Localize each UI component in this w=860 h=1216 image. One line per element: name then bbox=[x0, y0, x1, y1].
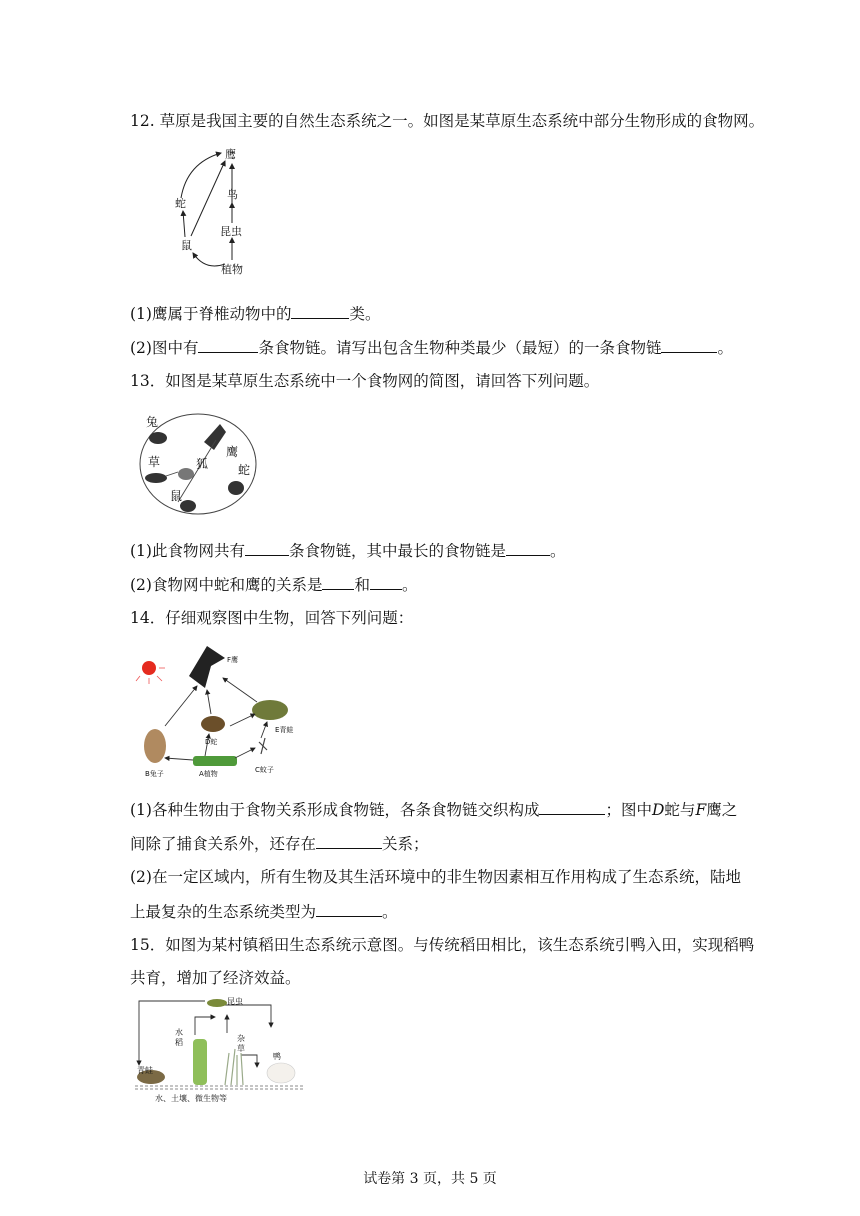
q12-label-insect: 昆虫 bbox=[220, 225, 242, 238]
q12-food-web-figure bbox=[165, 143, 265, 283]
q14-food-web-figure bbox=[135, 638, 310, 783]
q14-label-eagle: F鹰 bbox=[227, 656, 239, 664]
q13-label-mouse: 鼠 bbox=[170, 489, 183, 503]
q13-label-rabbit: 兔 bbox=[146, 415, 159, 429]
snake-icon bbox=[201, 716, 225, 732]
rabbit-icon bbox=[144, 729, 166, 763]
q15-label-insect: 昆虫 bbox=[227, 997, 243, 1006]
q12-label-snake: 蛇 bbox=[175, 197, 186, 210]
q14-blank-3[interactable] bbox=[316, 900, 382, 917]
weed-icon bbox=[225, 1049, 243, 1085]
q13-label-fox: 狐 bbox=[196, 457, 209, 471]
q13-sub1: (1)此食物网共有 条食物链，其中最长的食物链是 。 bbox=[130, 539, 566, 562]
q14-sub1-line1: (1)各种生物由于食物关系形成食物链，各条食物链交织构成 ；图中D蛇与F鹰之 bbox=[130, 798, 737, 821]
q15-rice-duck-figure bbox=[133, 995, 308, 1107]
q12-stem: 12. 草原是我国主要的自然生态系统之一。如图是某草原生态系统中部分生物形成的食物网。 bbox=[130, 112, 765, 130]
q12-sub2: (2)图中有 条食物链。请写出包含生物种类最少（最短）的一条食物链 。 bbox=[130, 336, 733, 359]
q14-label-plant: A植物 bbox=[199, 770, 218, 778]
q15-label-weed-2: 草 bbox=[237, 1044, 245, 1053]
q15-label-duck: 鸭 bbox=[273, 1052, 281, 1061]
page-footer: 试卷第 3 页，共 5 页 bbox=[363, 1171, 497, 1187]
rice-icon bbox=[193, 1039, 207, 1085]
q13-blank-2[interactable] bbox=[506, 539, 550, 556]
q12-label-mouse: 鼠 bbox=[181, 239, 192, 252]
q13-stem: 13．如图是某草原生态系统中一个食物网的简图，请回答下列问题。 bbox=[130, 372, 600, 390]
q13-label-snake: 蛇 bbox=[238, 463, 251, 477]
plant-icon bbox=[193, 756, 237, 766]
q13-label-eagle: 鹰 bbox=[226, 445, 239, 459]
q15-stem-line1: 15．如图为某村镇稻田生态系统示意图。与传统稻田相比，该生态系统引鸭入田，实现稻鸭 bbox=[130, 936, 755, 954]
q12-blank-1[interactable] bbox=[291, 302, 349, 319]
q14-sub2-line2: 上最复杂的生态系统类型为 。 bbox=[130, 900, 398, 923]
q14-stem: 14．仔细观察图中生物，回答下列问题： bbox=[130, 609, 414, 627]
q12-blank-2[interactable] bbox=[198, 336, 258, 353]
q12-label-plant: 植物 bbox=[221, 263, 243, 276]
sun-icon bbox=[136, 661, 165, 684]
q15-label-rice-2: 稻 bbox=[175, 1038, 183, 1047]
q12-blank-3[interactable] bbox=[661, 336, 717, 353]
q15-label-weed-1: 杂 bbox=[237, 1034, 245, 1043]
insect-icon bbox=[207, 999, 227, 1007]
q15-label-soil: 水、土壤、微生物等 bbox=[155, 1094, 227, 1103]
q14-sub1-line2: 间除了捕食关系外，还存在 关系； bbox=[130, 832, 429, 855]
q13-blank-4[interactable] bbox=[370, 573, 402, 590]
q14-blank-1[interactable] bbox=[539, 798, 605, 815]
q14-label-mosquito: C蚊子 bbox=[255, 766, 274, 774]
eagle-icon bbox=[204, 424, 226, 450]
q14-label-frog: E青蛙 bbox=[275, 726, 294, 734]
fox-icon bbox=[178, 468, 194, 480]
q15-label-frog: 青蛙 bbox=[137, 1066, 153, 1075]
q12-label-eagle: 鹰 bbox=[225, 148, 236, 161]
q13-sub2: (2)食物网中蛇和鹰的关系是 和 。 bbox=[130, 573, 418, 596]
q12-label-bird: 鸟 bbox=[227, 188, 238, 201]
duck-icon bbox=[267, 1063, 295, 1083]
q15-stem-line2: 共育，增加了经济效益。 bbox=[130, 969, 301, 987]
q14-label-snake: D蛇 bbox=[205, 738, 218, 746]
mosquito-icon bbox=[259, 738, 267, 754]
eagle-icon bbox=[189, 646, 225, 688]
mouse-icon bbox=[180, 500, 196, 512]
snake-icon bbox=[228, 481, 244, 495]
rabbit-icon bbox=[149, 432, 167, 444]
q14-label-rabbit: B兔子 bbox=[145, 770, 164, 778]
q15-label-rice-1: 水 bbox=[175, 1028, 183, 1037]
q13-blank-1[interactable] bbox=[245, 539, 289, 556]
frog-icon bbox=[252, 700, 288, 720]
grass-icon bbox=[145, 473, 167, 483]
q13-blank-3[interactable] bbox=[322, 573, 354, 590]
q14-blank-2[interactable] bbox=[316, 832, 382, 849]
q12-sub1: (1)鹰属于脊椎动物中的 类。 bbox=[130, 302, 380, 325]
q13-label-grass: 草 bbox=[148, 455, 161, 469]
q14-sub2-line1: (2)在一定区域内，所有生物及其生活环境中的非生物因素相互作用构成了生态系统，陆地 bbox=[130, 868, 741, 886]
q13-food-web-figure bbox=[136, 410, 261, 518]
